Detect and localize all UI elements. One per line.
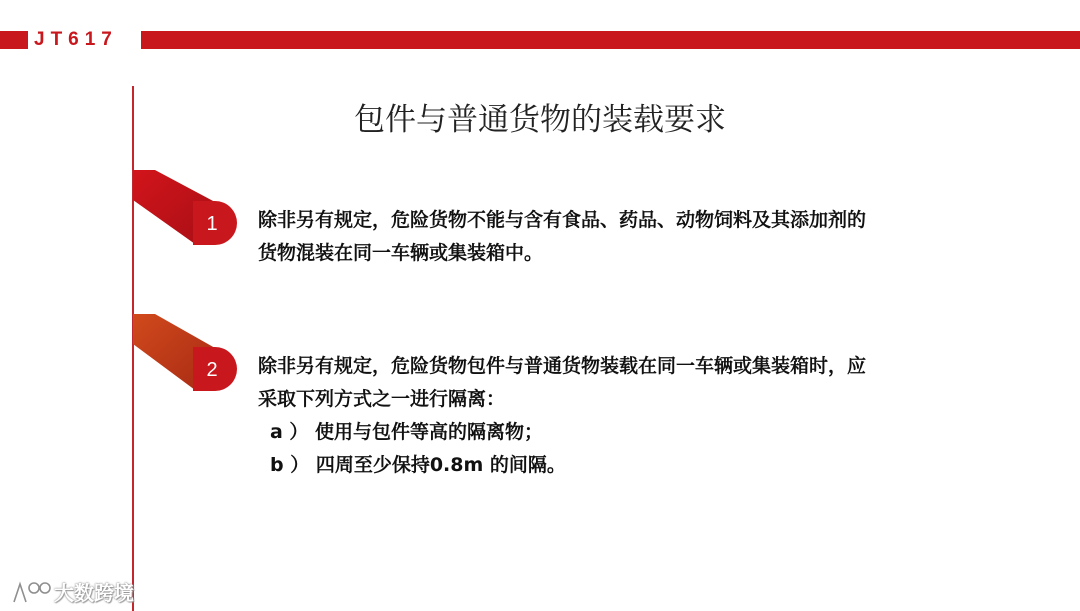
item-2-number: 2 [206,359,218,381]
dashuju-logo-icon [10,576,52,606]
watermark [10,576,134,606]
item-2-subitem-b: b ） 四周至少保持0.8m 的间隔。 [270,454,566,476]
item-2-ribbon [133,314,243,394]
item-2-subitem-a: a ） 使用与包件等高的隔离物； [270,421,544,443]
item-1-line: 除非另有规定，危险货物不能与含有食品、药品、动物饲料及其添加剂的 [258,209,867,231]
brand-label: JT617 [34,29,118,50]
item-2-line: 除非另有规定，危险货物包件与普通货物装载在同一车辆或集装箱时，应 [258,355,867,377]
item-1-text [258,204,866,270]
header-bar-right [141,31,1080,49]
item-2-line: 采取下列方式之一进行隔离： [258,388,506,410]
item-1-line: 货物混装在同一车辆或集装箱中。 [258,242,544,264]
item-1-number: 1 [206,213,218,235]
watermark-text: 大数跨境 [54,580,134,605]
header-bar-left [0,31,28,49]
item-1-ribbon [133,170,243,250]
slide-title: 包件与普通货物的装载要求 [354,102,726,138]
item-2-text [258,350,866,482]
